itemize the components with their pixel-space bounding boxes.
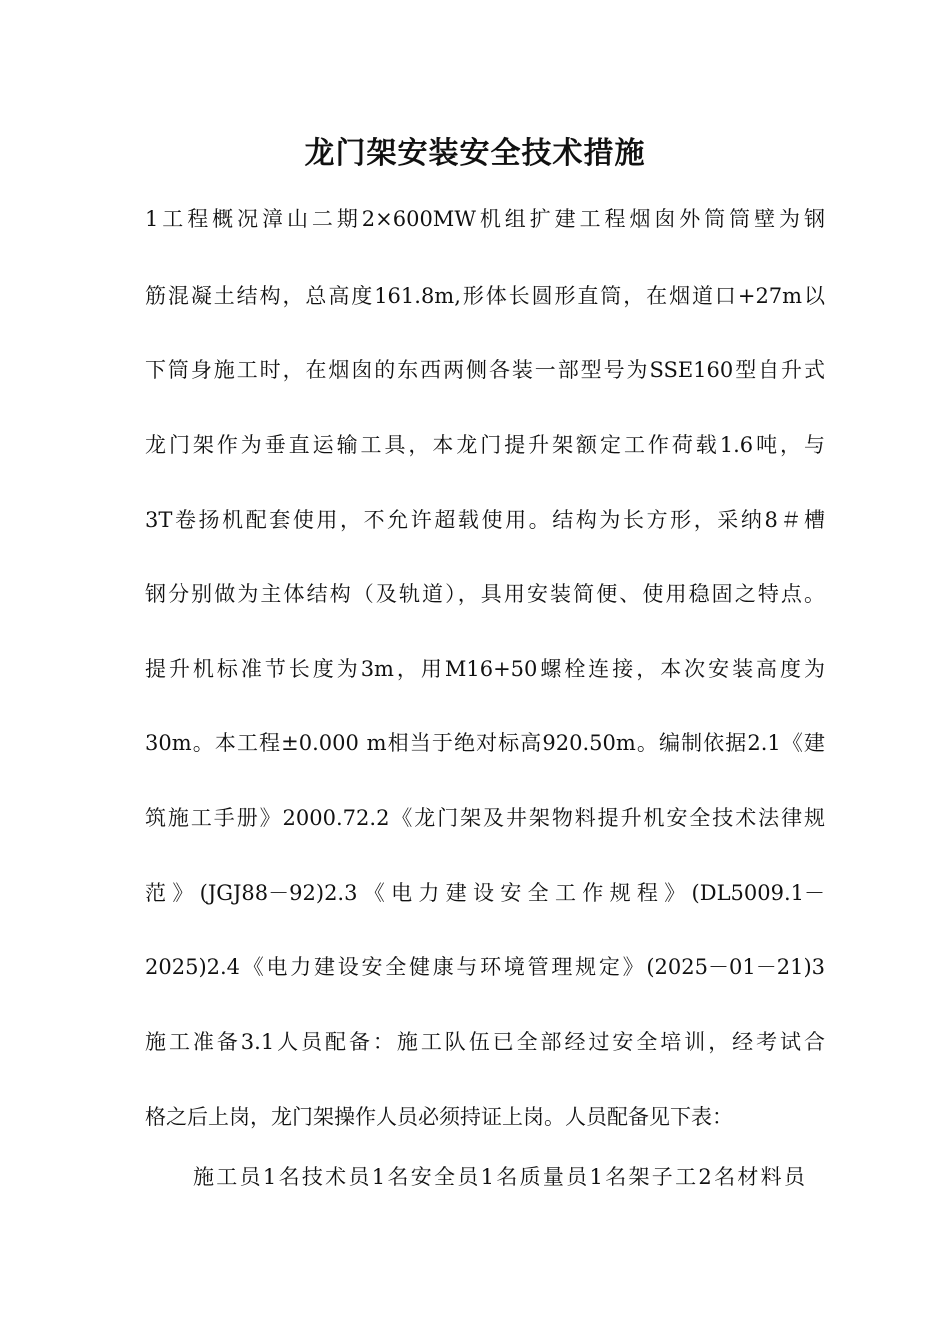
paragraph-line: 3T卷扬机配套使用，不允许超载使用。结构为长方形，采纳8＃槽 [145, 508, 825, 532]
paragraph-line: 下筒身施工时，在烟囱的东西两侧各装一部型号为SSE160型自升式 [145, 358, 825, 382]
paragraph-line: 范》(JGJ88－92)2.3《电力建设安全工作规程》(DL5009.1－ [145, 881, 825, 905]
paragraph-line: 1工程概况漳山二期2×600MW机组扩建工程烟囱外筒筒壁为钢 [145, 207, 825, 231]
paragraph-line: 2025)2.4《电力建设安全健康与环境管理规定》(2025－01－21)3 [145, 955, 825, 979]
paragraph-line: 筋混凝土结构，总高度161.8m,形体长圆形直筒，在烟道口+27m以 [145, 284, 825, 308]
paragraph-line: 施工准备3.1人员配备：施工队伍已全部经过安全培训，经考试合 [145, 1030, 825, 1054]
document-title: 龙门架安装安全技术措施 [304, 136, 646, 171]
paragraph-line: 钢分别做为主体结构（及轨道），具用安装简便、使用稳固之特点。 [145, 582, 825, 606]
paragraph-line: 筑施工手册》2000.72.2《龙门架及井架物料提升机安全技术法律规 [145, 806, 825, 830]
staff-line: 施工员1名技术员1名安全员1名质量员1名架子工2名材料员 [193, 1165, 805, 1189]
paragraph-line: 30m。本工程±0.000 m相当于绝对标高920.50m。编制依据2.1《建 [145, 731, 825, 755]
paragraph-line: 龙门架作为垂直运输工具，本龙门提升架额定工作荷载1.6吨，与 [145, 433, 825, 457]
paragraph-line: 提升机标准节长度为3m，用M16+50螺栓连接，本次安装高度为 [145, 657, 825, 681]
paragraph-line: 格之后上岗，龙门架操作人员必须持证上岗。人员配备见下表： [145, 1105, 733, 1129]
